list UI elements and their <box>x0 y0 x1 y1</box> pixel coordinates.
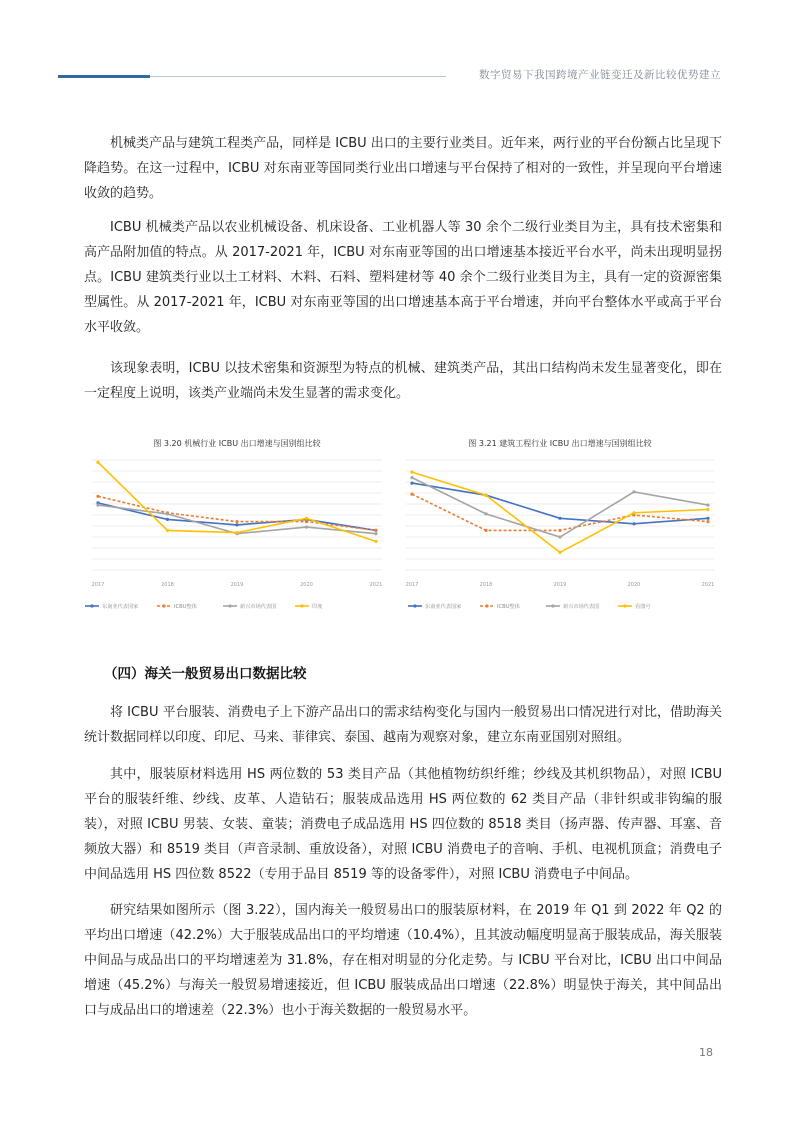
legend-label: 东南亚代表国家 <box>425 604 462 610</box>
legend-label: ICBU整体 <box>497 604 520 610</box>
legend-item <box>295 602 323 610</box>
x-tick-label: 2019 <box>553 582 567 588</box>
legend-label: 新兴市场代表国 <box>240 604 277 610</box>
x-tick-label: 2020 <box>627 582 641 588</box>
data-point <box>706 517 709 520</box>
legend-label: 新兴市场代表国 <box>563 604 600 610</box>
legend-marker <box>300 604 303 607</box>
data-point <box>96 461 99 464</box>
data-point <box>410 493 413 496</box>
paragraph-1: 机械类产品与建筑工程类产品，同样是 ICBU 出口的主要行业类目。近年来，两行业的平台份额占比呈现下降趋势。在这一过程中，ICBU 对东南亚等国同类行业出口增速与平台保持了相对的一致性，并呈现向平台增速收敛的趋势。 <box>84 136 722 201</box>
line-chart-machinery <box>84 452 390 632</box>
data-point <box>558 535 561 538</box>
data-point <box>166 512 169 515</box>
running-title: 数字贸易下我国跨境产业链变迁及新比较优势建立 <box>479 69 721 81</box>
paragraph-4: 将 ICBU 平台服装、消费电子上下游产品出口的需求结构变化与国内一般贸易出口情况进行对比，借助海关统计数据同样以印度、印尼、马来、菲律宾、泰国、越南为观察对象，建立东南亚国别对照组。 <box>84 705 722 745</box>
legend-marker <box>162 604 165 607</box>
data-point <box>558 551 561 554</box>
data-point <box>632 511 635 514</box>
x-tick-label: 2018 <box>161 582 174 588</box>
data-point <box>706 520 709 523</box>
legend-item <box>480 602 521 610</box>
paragraph-3: 该现象表明，ICBU 以技术密集和资源型为特点的机械、建筑类产品，其出口结构尚未发生显著变化，即在一定程度上说明，该类产业端尚未发生显著的需求变化。 <box>84 361 722 401</box>
chart-machinery <box>84 432 390 632</box>
paragraph-5: 其中，服装原材料选用 HS 两位数的 53 类目产品（其他植物纺织纤维；纱线及其机织物品），对照 ICBU 平台的服装纤维、纱线、皮革、人造钻石；服装成品选用 HS 两位数的 62 类目产品（非针织或非钩编的服装），对照 ICBU 男装、女装、童装；消费电子成品选用 HS 四位数的 8518 类目（扬声器、传声器、耳塞、音频放大器）和 8519 类目（声音录制、重放设备），对照 ICBU 消费电子的音响、手机、电视机顶盒；消费电子中间品选用 HS 四位数 8522（专用于品目 8519 等的设备零件），对照 ICBU 消费电子中间品。 <box>84 767 722 882</box>
data-point <box>558 517 561 520</box>
header-rule <box>150 76 446 77</box>
series-line <box>412 472 708 552</box>
x-tick-label: 2017 <box>91 582 105 588</box>
x-tick-label: 2019 <box>230 582 244 588</box>
legend-marker <box>90 604 93 607</box>
data-point <box>96 504 99 507</box>
header-accent-line <box>58 75 150 78</box>
series-line <box>98 505 376 534</box>
legend-label: 看图号 <box>635 604 651 610</box>
data-point <box>96 495 99 498</box>
legend-marker <box>413 604 416 607</box>
legend-item <box>546 602 599 610</box>
paragraph-2: ICBU 机械类产品以农业机械设备、机床设备、工业机器人等 30 余个二级行业类目为主，具有技术密集和高产品附加值的特点。从 2017-2021 年，ICBU 对东南亚等国的出口增速基本接近平台水平，尚未出现明显拐点。ICBU 建筑类行业以土工材料、木料、石料、塑料建材等 40 余个二级行业类目为主，具有一定的资源密集型属性。从 2017-2021 年，ICBU 对东南亚等国的出口增速基本高于平台增速，并向平台整体水平或高于平台水平收敛。 <box>84 220 722 335</box>
legend-marker <box>485 604 488 607</box>
data-point <box>484 494 487 497</box>
legend-item <box>157 602 198 610</box>
data-point <box>235 520 238 523</box>
paragraph-6: 研究结果如图所示（图 3.22），国内海关一般贸易出口的服装原材料，在 2019 年 Q1 到 2022 年 Q2 的平均出口增速（42.2%）大于服装成品出口的平均增速（10.4%），且其波动幅度明显高于服装成品，海关服装中间品与成品出口的平均增速差为 31.8%，存在相对明显的分化走势。与 ICBU 平台对比，ICBU 出口中间品增速（45.2%）与海关一般贸易增速接近，但 ICBU 服装成品出口增速（22.8%）明显快于海关，其中间品出口与成品出口的增速差（22.3%）也小于海关数据的一般贸易水平。 <box>84 903 722 1018</box>
legend-label: 印度 <box>312 604 323 610</box>
data-point <box>166 518 169 521</box>
data-point <box>374 532 377 535</box>
legend-label: ICBU整体 <box>174 604 197 610</box>
data-point <box>410 471 413 474</box>
data-point <box>374 529 377 532</box>
data-point <box>558 529 561 532</box>
x-tick-label: 2021 <box>701 582 715 588</box>
chart-title: 图 3.20 机械行业 ICBU 出口增速与国别组比较 <box>153 439 321 448</box>
legend-marker <box>623 604 626 607</box>
data-point <box>706 508 709 511</box>
chart-construction <box>398 432 722 632</box>
data-point <box>484 512 487 515</box>
data-point <box>305 526 308 529</box>
legend-item <box>408 602 461 610</box>
data-point <box>305 517 308 520</box>
data-point <box>166 529 169 532</box>
legend-marker <box>551 604 554 607</box>
x-tick-label: 2017 <box>405 582 419 588</box>
data-point <box>632 522 635 525</box>
data-point <box>484 529 487 532</box>
data-point <box>706 504 709 507</box>
legend-item <box>85 602 138 610</box>
page-number: 18 <box>699 1046 713 1059</box>
legend-label: 东南亚代表国家 <box>102 604 139 610</box>
data-point <box>305 520 308 523</box>
data-point <box>410 476 413 479</box>
x-tick-label: 2020 <box>300 582 313 588</box>
x-tick-label: 2021 <box>369 582 383 588</box>
data-point <box>235 523 238 526</box>
x-tick-label: 2018 <box>479 582 493 588</box>
data-point <box>235 531 238 534</box>
data-point <box>374 540 377 543</box>
legend-item <box>223 602 276 610</box>
legend-item <box>618 602 651 610</box>
legend-marker <box>228 604 231 607</box>
section-heading: （四）海关一般贸易出口数据比较 <box>104 666 307 682</box>
chart-title: 图 3.21 建筑工程行业 ICBU 出口增速与国别组比较 <box>468 439 652 448</box>
data-point <box>410 482 413 485</box>
data-point <box>632 490 635 493</box>
line-chart-construction <box>398 452 722 632</box>
